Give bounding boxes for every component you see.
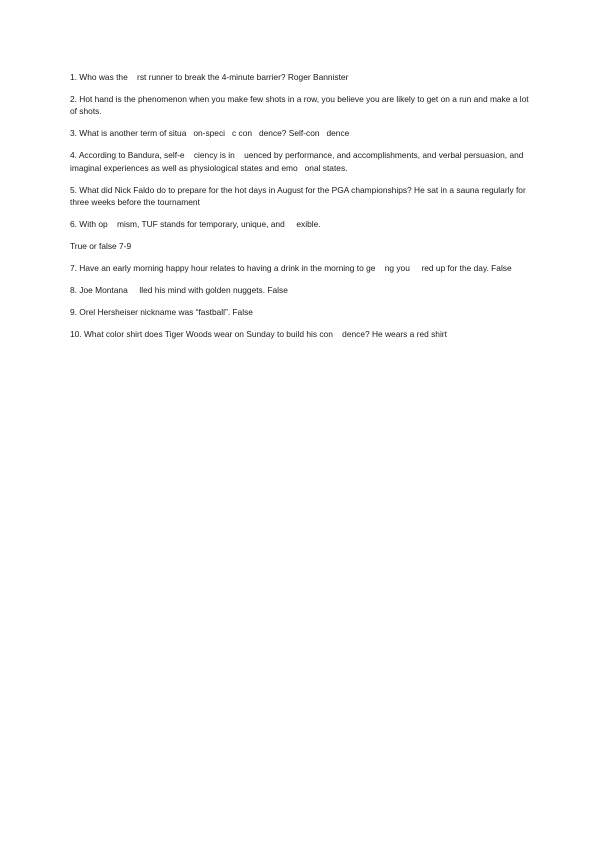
question-8: 8. Joe Montana lled his mind with golden nuggets. False	[70, 285, 288, 296]
section-heading-true-false: True or false 7-9	[70, 241, 132, 252]
question-3: 3. What is another term of situa on-speci c con dence? Self-con dence	[70, 128, 350, 139]
question-9: 9. Orel Hersheiser nickname was “fastball”. False	[70, 307, 253, 318]
question-6: 6. With op mism, TUF stands for temporary, unique, and exible.	[70, 219, 321, 230]
question-1: 1. Who was the rst runner to break the 4-minute barrier? Roger Bannister	[70, 72, 349, 82]
question-10: 10. What color shirt does Tiger Woods wear on Sunday to build his con dence? He wears a red shirt	[70, 329, 447, 340]
question-7: 7. Have an early morning happy hour relates to having a drink in the morning to ge ng you red up for the day. False	[70, 263, 512, 274]
question-4: 4. According to Bandura, self-e ciency is in uenced by performance, and accomplishments, and verbal persuasion, and imaginal experiences as well as physiological states and emo onal states.	[70, 150, 526, 173]
quiz-content	[70, 71, 530, 350]
question-2: 2. Hot hand is the phenomenon when you make few shots in a row, you believe you are likely to get on a run and make a lot of shots.	[70, 94, 531, 117]
question-5: 5. What did Nick Faldo do to prepare for the hot days in August for the PGA championships? He sat in a sauna regularly for three weeks before the tournament	[70, 184, 529, 208]
